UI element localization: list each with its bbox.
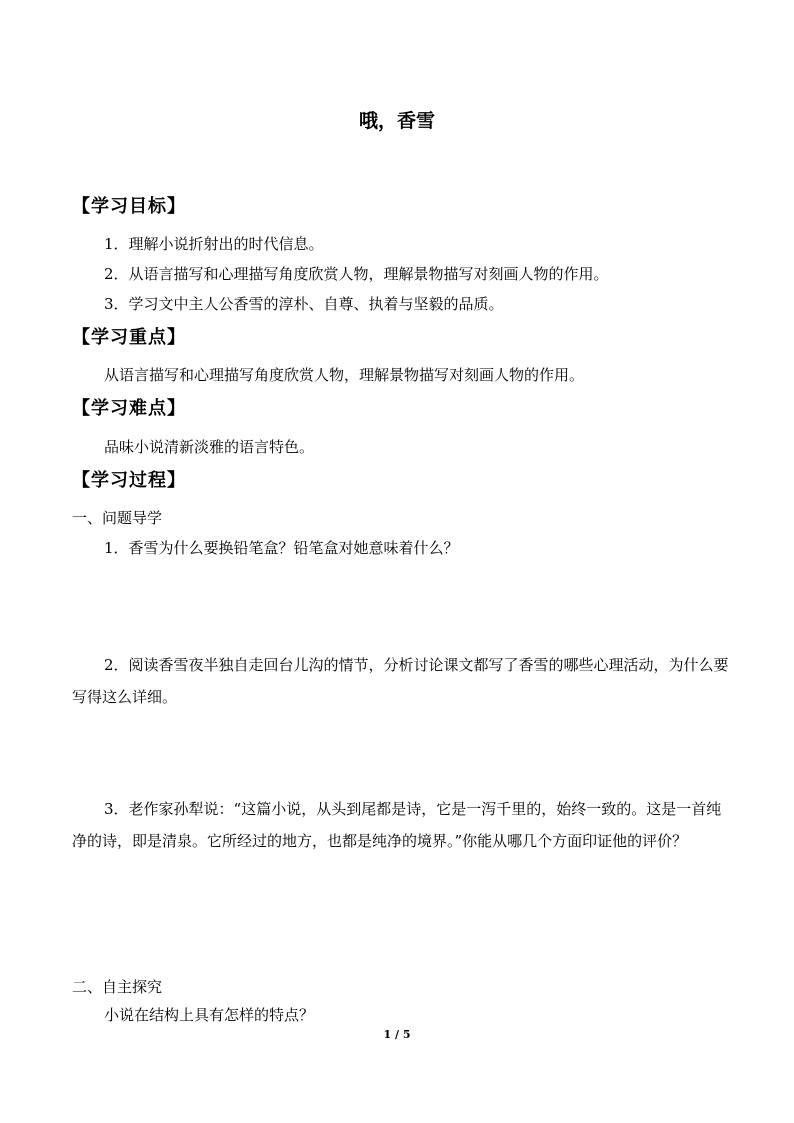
- difficulties-heading: 【学习难点】: [72, 398, 186, 419]
- part1-label: 一、问题导学: [72, 509, 163, 527]
- exploration-question-1: 小说在结构上具有怎样的特点？: [104, 1006, 315, 1024]
- question-3: 3．老作家孙犁说：“这篇小说，从头到尾都是诗，它是一泻千里的，始终一致的。这是一首纯净的诗，即是清泉。它所经过的地方，也都是纯净的境界。”你能从哪几个方面印证他的评价？: [72, 800, 722, 850]
- objectives-heading: 【学习目标】: [72, 196, 186, 217]
- process-heading: 【学习过程】: [72, 470, 186, 491]
- page-number: 1 / 5: [383, 1028, 411, 1041]
- page-title: 哦，香雪: [358, 110, 435, 132]
- question-1: 1．香雪为什么要换铅笔盒？铅笔盒对她意味着什么？: [104, 539, 459, 557]
- objective-item-3: 3．学习文中主人公香雪的淳朴、自尊、执着与坚毅的品质。: [104, 295, 504, 313]
- difficulties-text: 品味小说清新淡雅的语言特色。: [104, 438, 315, 456]
- part2-label: 二、自主探究: [72, 978, 163, 996]
- objective-item-2: 2．从语言描写和心理描写角度欣赏人物，理解景物描写对刻画人物的作用。: [104, 265, 609, 283]
- objective-item-1: 1．理解小说折射出的时代信息。: [104, 235, 324, 253]
- key-points-heading: 【学习重点】: [72, 327, 186, 348]
- key-points-text: 从语言描写和心理描写角度欣赏人物，理解景物描写对刻画人物的作用。: [104, 366, 585, 384]
- question-2: 2．阅读香雪夜半独自走回台儿沟的情节，分析讨论课文都写了香雪的哪些心理活动，为什么要写得这么详细。: [72, 656, 729, 706]
